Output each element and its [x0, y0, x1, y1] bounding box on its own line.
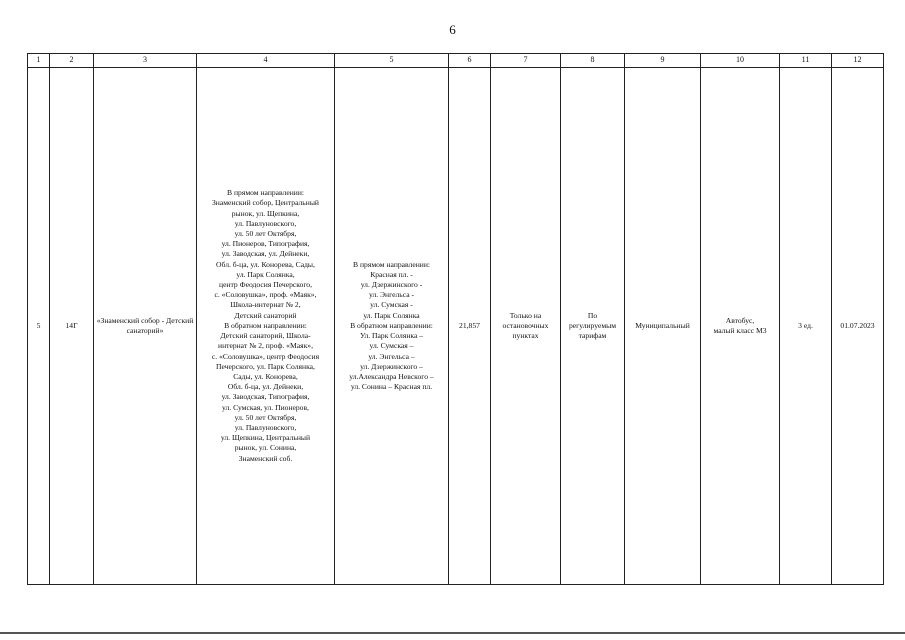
text-line: Печерского, ул. Парк Солянка,: [216, 361, 315, 371]
text-line: с. «Соловушка», проф. «Маяк»,: [214, 290, 317, 300]
text-line: остановочных: [502, 320, 549, 330]
text-line: Автобус,: [725, 315, 755, 325]
text-line: Обл. б-ца, ул. Дейнеки,: [227, 382, 304, 392]
text-line: интернат № 2, проф. «Маяк»,: [218, 341, 313, 351]
text-line: ул. Дзержинского -: [360, 280, 423, 290]
text-line: ул. Павлуновского,: [234, 218, 297, 228]
streets-list: [335, 68, 449, 585]
column-number: 6: [449, 54, 491, 68]
stop-order: [491, 68, 561, 585]
text-line: ул. Парк Солянка,: [236, 269, 295, 279]
column-number-row: [28, 54, 884, 68]
bottom-rule: [0, 632, 905, 634]
route-table: [27, 53, 884, 585]
text-line: Сады, ул. Конорева,: [233, 371, 298, 381]
start-date: 01.07.2023: [832, 68, 884, 585]
text-line: Ул. Парк Солянка –: [359, 331, 424, 341]
text-line: тарифам: [578, 331, 607, 341]
column-number: 11: [780, 54, 832, 68]
column-number: 10: [701, 54, 780, 68]
text-line: Только на: [509, 310, 542, 320]
text-line: В прямом направлении:: [353, 259, 430, 269]
text-line: ул. Энгельса –: [368, 351, 415, 361]
text-line: ул. Заводская, ул. Дейнеки,: [221, 249, 310, 259]
text-line: ул. Сумская -: [370, 300, 413, 310]
text-line: ул. Дзержинского –: [360, 361, 423, 371]
text-line: пунктах: [512, 331, 539, 341]
text-line: ул. Павлуновского,: [234, 422, 297, 432]
column-number: 1: [28, 54, 50, 68]
text-line: малый класс М3: [713, 326, 767, 335]
vehicle-type: [701, 68, 780, 585]
text-line: регулируемым: [568, 320, 617, 330]
stops-list: [197, 68, 335, 585]
text-line: ул. Заводская, Типография,: [221, 392, 310, 402]
column-number: 12: [832, 54, 884, 68]
column-number: 5: [335, 54, 449, 68]
text-line: Красная пл. -: [370, 269, 413, 279]
text-line: ул. Парк Солянка: [363, 310, 420, 320]
column-number: 8: [561, 54, 625, 68]
column-number: 9: [625, 54, 701, 68]
text-line: ул. Сонина – Красная пл.: [350, 382, 433, 392]
text-line: ул. Сумская, ул. Пионеров,: [222, 402, 309, 412]
text-line: ул. Энгельса -: [368, 290, 415, 300]
column-number: 7: [491, 54, 561, 68]
text-line: В обратном направлении:: [224, 320, 307, 330]
route-code: 14Г: [50, 68, 94, 585]
column-number: 2: [50, 54, 94, 68]
text-line: В прямом направлении:: [227, 188, 304, 198]
text-line: с. «Соловушка», центр Феодосия: [211, 351, 320, 361]
text-line: рынок, ул. Сонина,: [234, 443, 297, 453]
table-row: [28, 68, 884, 585]
text-line: Детский санаторий, Школа-: [220, 331, 311, 341]
text-line: Детский санаторий: [234, 310, 297, 320]
text-line: ул. Сумская –: [369, 341, 414, 351]
text-line: ул. 50 лет Октября,: [234, 412, 297, 422]
text-line: ул. Щепкина, Центральный: [220, 433, 311, 443]
tariff-type: [561, 68, 625, 585]
vehicle-count: 3 ед.: [780, 68, 832, 585]
text-line: рынок, ул. Щепкина,: [231, 208, 300, 218]
text-line: Знаменский соб.: [238, 453, 293, 463]
carrier-type: Муниципальный: [625, 68, 701, 585]
text-line: ул. Пионеров, Типография,: [221, 239, 310, 249]
text-line: В обратном направлении:: [350, 320, 433, 330]
row-number: 5: [28, 68, 50, 585]
text-line: Школа-интернат № 2,: [230, 300, 301, 310]
text-line: Обл. б-ца, ул. Конорева, Сады,: [216, 259, 315, 269]
route-name: «Знаменский собор - Детский санаторий»: [94, 68, 197, 585]
column-number: 4: [197, 54, 335, 68]
text-line: По: [587, 310, 598, 320]
text-line: Знаменский собор, Центральный: [211, 198, 320, 208]
route-length: 21,857: [449, 68, 491, 585]
text-line: ул. 50 лет Октября,: [234, 229, 297, 239]
column-number: 3: [94, 54, 197, 68]
page-number: 6: [449, 22, 456, 37]
text-line: ул.Александра Невского –: [349, 371, 434, 381]
text-line: центр Феодосия Печерского,: [219, 280, 312, 290]
